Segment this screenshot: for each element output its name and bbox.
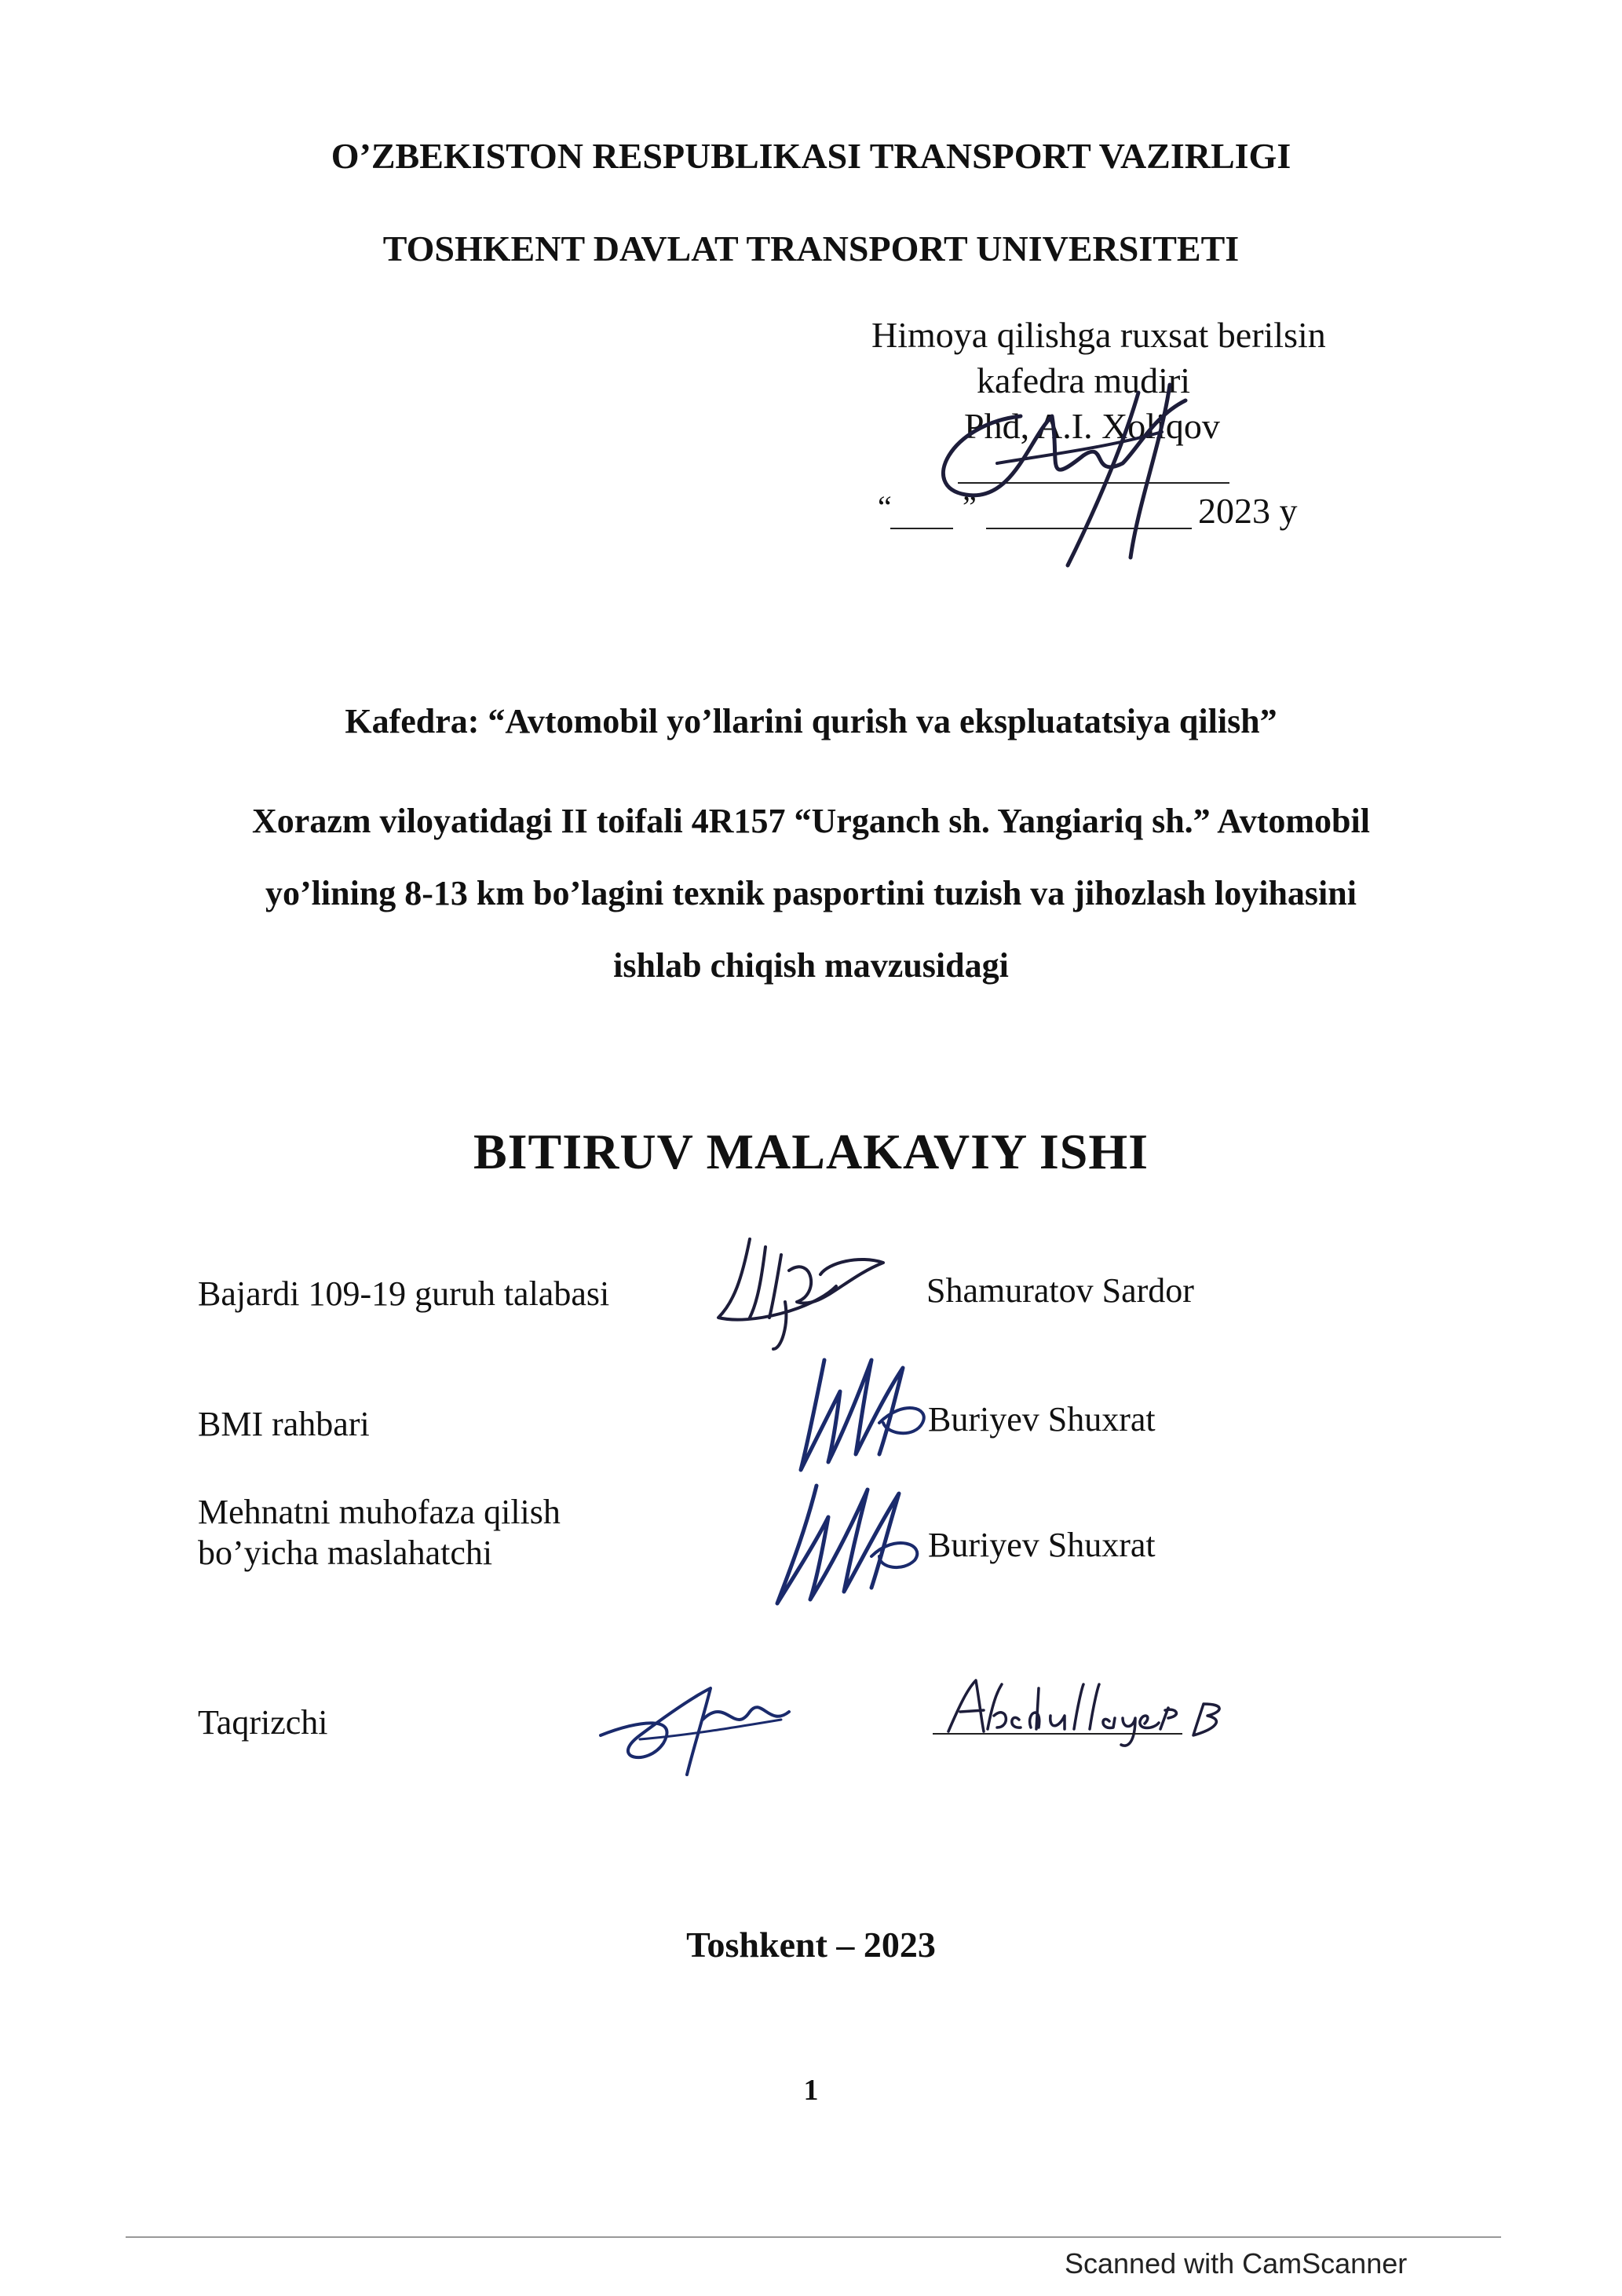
document-type-title: BITIRUV MALAKAVIY ISHI: [473, 1124, 1149, 1179]
student-label: Bajardi 109-19 guruh talabasi: [198, 1274, 610, 1313]
thesis-topic: [141, 785, 1481, 1002]
topic-line-2: yo’lining 8-13 km bo’lagini texnik pasportini tuzish va jihozlash loyihasini: [265, 874, 1357, 912]
reviewer-signature: [593, 1673, 797, 1782]
safety-consultant-signature: [762, 1470, 934, 1611]
safety-consultant-label: [198, 1492, 561, 1574]
supervisor-signature: [785, 1344, 934, 1478]
page-number: 1: [803, 2074, 819, 2107]
supervisor-name: Buriyev Shuxrat: [928, 1400, 1156, 1439]
reviewer-name-line: [933, 1733, 1182, 1735]
topic-line-3: ishlab chiqish mavzusidagi: [613, 946, 1009, 985]
head-signature: [903, 369, 1233, 573]
reviewer-label: Taqrizchi: [198, 1703, 328, 1742]
safety-label-line-1: Mehnatni muhofaza qilish: [198, 1493, 561, 1531]
bottom-rule: [126, 2236, 1501, 2238]
supervisor-label: BMI rahbari: [198, 1405, 370, 1443]
city-year: Toshkent – 2023: [686, 1925, 936, 1965]
safety-consultant-name: Buriyev Shuxrat: [928, 1526, 1156, 1564]
approval-line-2: kafedra mudiri: [977, 360, 1191, 400]
student-signature: [703, 1231, 899, 1357]
university-title: TOSHKENT DAVLAT TRANSPORT UNIVERSITETI: [382, 229, 1240, 269]
student-name: Shamuratov Sardor: [926, 1271, 1194, 1310]
ministry-title: O’ZBEKISTON RESPUBLIKASI TRANSPORT VAZIRLIGI: [331, 136, 1291, 176]
reviewer-handwritten-name: [933, 1673, 1247, 1751]
scanner-watermark: Scanned with CamScanner: [1065, 2247, 1408, 2280]
topic-line-1: Xorazm viloyatidagi II toifali 4R157 “Urganch sh. Yangiariq sh.” Avtomobil: [252, 802, 1370, 840]
approval-line-1: Himoya qilishga ruxsat berilsin: [871, 315, 1326, 355]
approval-line-3: Phd, A.I. Xoliqov: [964, 406, 1220, 446]
department-name: Kafedra: “Avtomobil yo’llarini qurish va ekspluatatsiya qilish”: [345, 702, 1277, 740]
date-quote-open: “: [878, 489, 892, 525]
date-quote-close: ”: [963, 489, 977, 525]
approval-year: 2023 y: [1198, 491, 1298, 531]
safety-label-line-2: bo’yicha maslahatchi: [198, 1534, 493, 1572]
